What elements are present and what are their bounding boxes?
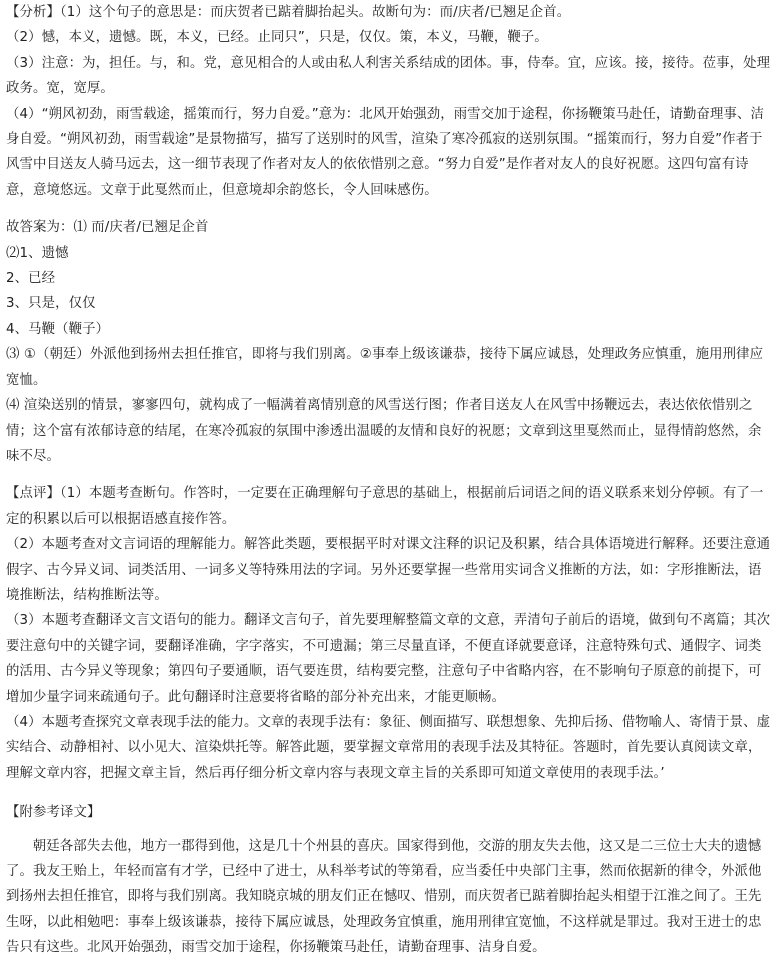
- comment-point-4: （4）本题考查探究文章表现手法的能力。文章的表现手法有：象征、侧面描写、联想想象、先抑后扬、借物喻人、寄情于景、虚实结合、动静相衬、以小见大、渲染烘托等。解答此题，要掌握文章常用的表现手法及其特征。答题时，首先要认真阅读文章，理解文章内容，把握文章主旨，然后再仔细分析文章内容与表现文章主旨的关系即可知道文章使用的表现手法。’: [6, 714, 771, 781]
- answer-4: ⑷ 渲染送别的情景，寥寥四句，就构成了一幅满着离情别意的风雪送行图；作者目送友人在风雪中扬鞭远去，表达依依惜别之情；这个富有浓郁诗意的结尾，在寒冷孤寂的氛围中渗透出温暖的友情和良好的祝愿；文章到这里戛然而止，显得情韵悠然，余味不尽。: [6, 398, 762, 464]
- translation-section: [6, 800, 774, 960]
- spacer: [6, 203, 774, 215]
- answer-2-item-2: 2、已经: [6, 271, 56, 287]
- answer-2-item-1: ⑵1、遗憾: [6, 245, 69, 261]
- analysis-point-3: （3）注意：为，担任。与，和。党，意见相合的人或由私人利害关系结成的团体。事，侍奉。宜，应该。接，接待。莅事，处理政务。宽，宽厚。: [6, 55, 771, 97]
- comment-point-1: （1）本题考查断句。作答时，一定要在正确理解句子意思的基础上，根据前后词语之间的语义联系来划分停顿。有了一定的积累以后可以根据语感直接作答。: [6, 486, 764, 527]
- answer-3: ⑶ ①（朝廷）外派他到扬州去担任推官，即将与我们别离。②事奉上级该谦恭，接待下属应诚恳，处理政务应慎重，施用刑律应宽恤。: [6, 347, 764, 388]
- analysis-heading: 【分析】: [6, 5, 60, 20]
- analysis-point-4: （4）“朔风初劲，雨雪载途，摇策而行，努力自爱。”意为：北风开始强劲，雨雪交加于途程，你扬鞭策马赴任，请勤奋理事、洁身自爱。“朔风初劲，雨雪载途”是景物描写，描写了送别时的风雪，渲染了寒冷孤寂的送别氛围。“摇策而行，努力自爱”作者于风雪中目送友人骑马远去，这一细节表现了作者对友人的依依惜别之意。“努力自爱”是作者对友人的良好祝愿。这四句富有诗意，意境悠远。文章于此戛然而止，但意境却余韵悠长，令人回味感伤。: [6, 106, 764, 198]
- analysis-point-1: （1）这个句子的意思是：而庆贺者已踮着脚抬起头。故断句为：而/庆者/已翘足企首。: [59, 5, 571, 20]
- answer-section: [6, 215, 774, 469]
- comment-point-3: （3）本题考查翻译文言文语句的能力。翻译文言句子，首先要理解整篇文章的文意，弄清句子前后的语境，做到句不离篇；其次要注意句中的关键字词，要翻译准确，字字落实，不可遗漏；第三尽量直译，不便直译就要意译，注意特殊句式、通假字、词类的活用、古今异义等现象；第四句子要通顺，语气要连贯，结构要完整，注意句子中省略内容，在不影响句子原意的前提下，可增加少量字词来疏通句子。此句翻译时注意要将省略的部分补充出来，才能更顺畅。: [6, 613, 771, 705]
- answer-2-item-3: 3、只是，仅仅: [6, 296, 96, 312]
- analysis-section: [6, 0, 774, 203]
- analysis-line-1: [6, 0, 774, 25]
- analysis-point-2: （2）憾，本义，遗憾。既，本义，已经。止同只”，只是，仅仅。策，本义，马鞭，鞭子。: [6, 30, 548, 46]
- comment-heading: 【点评】: [6, 486, 60, 502]
- comment-section: [6, 481, 774, 786]
- spacer: [6, 826, 774, 834]
- answer-1: 故答案为：⑴ 而/庆者/已翘足企首: [6, 220, 209, 236]
- spacer: [6, 469, 774, 481]
- answer-2-item-4: 4、马鞭（鞭子）: [6, 321, 110, 337]
- translation-heading: 【附参考译文】: [6, 805, 101, 821]
- spacer: [6, 786, 774, 800]
- comment-line-1: [6, 481, 774, 532]
- translation-body: 朝廷各部失去他，地方一郡得到他，这是几十个州县的喜庆。国家得到他，交游的朋友失去他，这又是二三位士大夫的遗憾了。我友王贻上，年轻而富有才学，已经中了进士，从科举考试的等第看，应当委任中央部门主事，然而依据新的律令，外派他到扬州去担任推官，即将与我们别离。我知晓京城的朋友们正在憾叹、惜别，而庆贺者已踮着脚抬起头相望于江淮之间了。王先生呀，以此相勉吧：事奉上级该谦恭，接待下属应诚恳，处理政务宜慎重，施用刑律宜宽恤，不这样就是罪过。我对王进士的忠告只有这些。北风开始强劲，雨雪交加于途程，你扬鞭策马赴任，请勤奋理事、洁身自爱。: [6, 838, 762, 956]
- comment-point-2: （2）本题考查对文言词语的理解能力。解答此类题，要根据平时对课文注释的识记及积累，结合具体语境进行解释。还要注意通假字、古今异义词、词类活用、一词多义等特殊用法的字词。另外还要掌握一些常用实词含义推断的方法，如：字形推断法，语境推断法，结构推断法等。: [6, 537, 771, 603]
